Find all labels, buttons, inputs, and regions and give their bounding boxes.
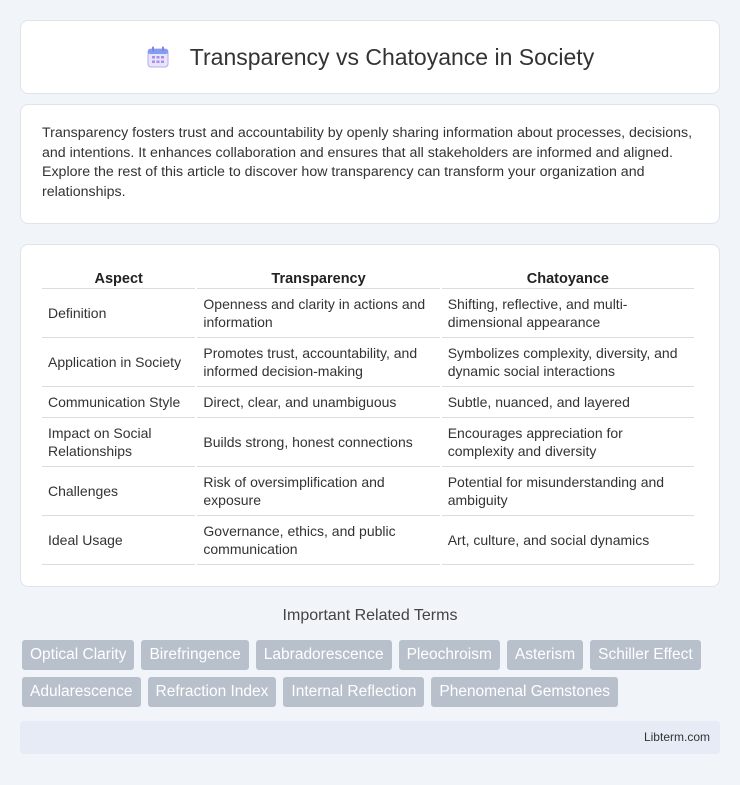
cell-transparency: Governance, ethics, and public communication xyxy=(197,516,439,565)
related-terms-tags xyxy=(22,640,722,714)
cell-transparency: Risk of oversimplification and exposure xyxy=(197,467,439,516)
header-card xyxy=(20,20,720,94)
page-title: Transparency vs Chatoyance in Society xyxy=(189,43,595,70)
calendar-icon xyxy=(146,45,170,69)
tag-internal-reflection[interactable]: Internal Reflection xyxy=(283,677,424,707)
tag-pleochroism[interactable]: Pleochroism xyxy=(399,640,500,670)
cell-aspect: Challenges xyxy=(42,467,195,516)
footer xyxy=(20,721,720,754)
column-header-chatoyance: Chatoyance xyxy=(442,263,694,289)
table-row xyxy=(42,516,694,565)
cell-aspect: Impact on Social Relationships xyxy=(42,418,195,467)
footer-site-link[interactable]: Libterm.com xyxy=(643,730,710,744)
cell-chatoyance: Symbolizes complexity, diversity, and dynamic social interactions xyxy=(442,338,694,387)
cell-chatoyance: Encourages appreciation for complexity and diversity xyxy=(442,418,694,467)
cell-aspect: Ideal Usage xyxy=(42,516,195,565)
comparison-table xyxy=(40,263,696,565)
related-terms-title: Important Related Terms xyxy=(282,607,458,624)
cell-transparency: Promotes trust, accountability, and informed decision-making xyxy=(197,338,439,387)
cell-chatoyance: Potential for misunderstanding and ambiguity xyxy=(442,467,694,516)
table-row xyxy=(42,338,694,387)
cell-aspect: Application in Society xyxy=(42,338,195,387)
comparison-table-card xyxy=(20,244,720,587)
column-header-transparency: Transparency xyxy=(197,263,439,289)
intro-text: Transparency fosters trust and accountability by openly sharing information about processes, decisions, and intentions. It enhances collaboration and ensures that all stakeholders are informed and aligned. Explore the rest of this article to discover how transparency can transform your organization and relationships. xyxy=(42,125,693,200)
table-row xyxy=(42,418,694,467)
cell-aspect: Communication Style xyxy=(42,387,195,418)
cell-transparency: Builds strong, honest connections xyxy=(197,418,439,467)
table-row xyxy=(42,289,694,338)
column-header-aspect: Aspect xyxy=(42,263,195,289)
cell-aspect: Definition xyxy=(42,289,195,338)
intro-card xyxy=(20,104,720,224)
tag-schiller-effect[interactable]: Schiller Effect xyxy=(590,640,700,670)
tag-adularescence[interactable]: Adularescence xyxy=(22,677,141,707)
tag-birefringence[interactable]: Birefringence xyxy=(141,640,248,670)
table-row xyxy=(42,387,694,418)
cell-chatoyance: Art, culture, and social dynamics xyxy=(442,516,694,565)
cell-transparency: Openness and clarity in actions and information xyxy=(197,289,439,338)
tag-labradorescence[interactable]: Labradorescence xyxy=(256,640,392,670)
tag-row xyxy=(22,677,722,707)
tag-optical-clarity[interactable]: Optical Clarity xyxy=(22,640,134,670)
tag-refraction-index[interactable]: Refraction Index xyxy=(148,677,277,707)
title-wrap xyxy=(146,44,594,71)
tag-row xyxy=(22,640,722,670)
tag-phenomenal-gemstones[interactable]: Phenomenal Gemstones xyxy=(431,677,618,707)
cell-transparency: Direct, clear, and unambiguous xyxy=(197,387,439,418)
cell-chatoyance: Shifting, reflective, and multi-dimensional appearance xyxy=(442,289,694,338)
tag-asterism[interactable]: Asterism xyxy=(507,640,583,670)
cell-chatoyance: Subtle, nuanced, and layered xyxy=(442,387,694,418)
table-row xyxy=(42,467,694,516)
